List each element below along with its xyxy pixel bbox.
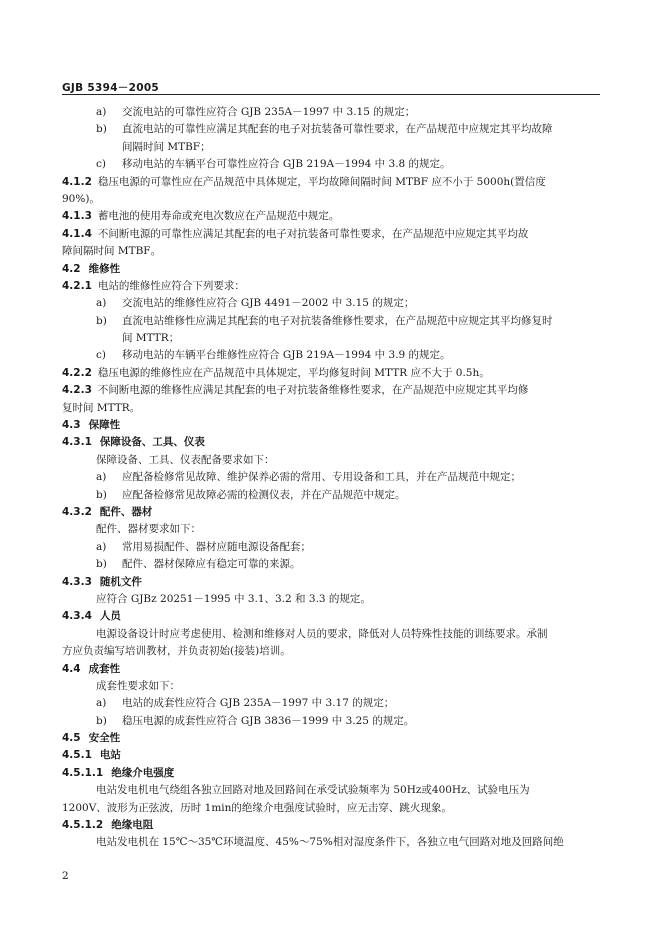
section-number: 4.5.1.1: [62, 766, 104, 779]
clause-number: 4.2.2: [62, 366, 92, 379]
section-number: 4.5.1: [62, 749, 92, 762]
list-item-label: c): [96, 158, 106, 171]
document-body: [62, 104, 600, 852]
clause: [62, 226, 600, 243]
section-title: 成套性: [88, 662, 121, 675]
list-item: [62, 539, 600, 556]
section-title: 保障设备、工具、仪表: [99, 436, 205, 449]
paragraph-line: 电站发电机电气绕组各独立回路对地及回路间在承受试验频率为 50Hz或400Hz、试验电压为: [96, 784, 530, 797]
section-title: 配件、器材: [99, 505, 153, 518]
section-heading: [62, 730, 600, 747]
section-heading: [62, 765, 600, 782]
clause: [62, 365, 600, 382]
list-item-text: 应配备检修常见故障、维护保养必需的常用、专用设备和工具，并在产品规范中规定；: [122, 471, 521, 484]
clause-text: 电站的维修性应符合下列要求：: [97, 279, 245, 292]
clause-number: 4.2.1: [62, 279, 92, 292]
list-item: [62, 295, 600, 312]
list-item-label: a): [96, 106, 107, 118]
clause-text: 稳压电源的维修性应在产品规范中具体规定，平均修复时间 MTTR 应不大于 0.5h。: [97, 366, 490, 379]
clause: [62, 278, 600, 295]
list-item-label: b): [96, 314, 107, 327]
paragraph-line: 方应负责编写培训教材，并负责初始(接装)培训。: [62, 645, 291, 658]
section-heading: [62, 261, 600, 278]
clause: [62, 174, 600, 191]
clause-text: 不间断电源的可靠性应满足其配套的电子对抗装备可靠性要求，在产品规范中应规定其平均故: [97, 227, 529, 240]
list-item-text: 移动电站的车辆平台可靠性应符合 GJB 219A－1994 中 3.8 的规定。: [122, 158, 451, 171]
list-item: [62, 313, 600, 330]
list-item-text: 常用易损配件、器材应随电源设备配套；: [122, 540, 311, 553]
section-number: 4.4: [62, 662, 81, 675]
paragraph-line: 复时间 MTTR。: [62, 401, 141, 414]
clause-number: 4.1.4: [62, 227, 92, 240]
list-item-label: a): [96, 471, 107, 484]
section-title: 保障性: [88, 419, 121, 432]
section-heading: [62, 574, 600, 591]
section-title: 人员: [99, 610, 121, 623]
clause: [62, 382, 600, 399]
clause: [62, 208, 600, 225]
section-number: 4.3: [62, 419, 81, 432]
clause-text: 稳压电源的可靠性应在产品规范中具体规定，平均故障间隔时间 MTBF 应不小于 5000h(置信度: [97, 175, 546, 188]
list-item-text: 稳压电源的成套性应符合 GJB 3836－1999 中 3.25 的规定。: [122, 714, 415, 727]
list-item-label: a): [96, 297, 107, 310]
list-item: [62, 121, 600, 138]
paragraph-line: 障间隔时间 MTBF。: [62, 245, 162, 258]
paragraph-line: 90%)。: [62, 192, 100, 205]
list-item-label: b): [96, 714, 107, 727]
section-heading: [62, 434, 600, 451]
section-title: 电站: [99, 749, 121, 762]
list-item-continuation: 间隔时间 MTBF；: [122, 140, 211, 153]
section-heading: [62, 608, 600, 625]
list-item-text: 配件、器材保障应有稳定可靠的来源。: [122, 558, 301, 571]
clause-text: 蓄电池的使用寿命或充电次数应在产品规范中规定。: [97, 210, 340, 223]
list-item-label: b): [96, 123, 107, 136]
section-number: 4.3.1: [62, 436, 92, 449]
list-item-text: 应配备检修常见故障必需的检测仪表，并在产品规范中规定。: [122, 488, 406, 501]
section-heading: [62, 417, 600, 434]
section-heading: [62, 817, 600, 834]
list-item-text: 交流电站的可靠性应符合 GJB 235A－1997 中 3.15 的规定；: [122, 106, 416, 118]
list-item-text: 电站的成套性应符合 GJB 235A－1997 中 3.17 的规定；: [122, 697, 395, 710]
paragraph-line: 保障设备、工具、仪表配备要求如下：: [96, 453, 275, 466]
clause-number: 4.1.3: [62, 210, 92, 223]
header-rule: [62, 94, 600, 95]
section-title: 安全性: [88, 732, 121, 745]
document-code-header: GJB 5394－2005: [62, 82, 160, 94]
list-item: [62, 556, 600, 573]
list-item: [62, 713, 600, 730]
list-item: [62, 104, 600, 121]
paragraph-line: 配件、器材要求如下：: [96, 523, 201, 536]
section-number: 4.5.1.2: [62, 819, 104, 832]
clause-text: 不间断电源的维修性应满足其配套的电子对抗装备维修性要求，在产品规范中应规定其平均修: [97, 384, 529, 397]
list-item: [62, 156, 600, 173]
section-title: 绝缘电阻: [111, 819, 154, 832]
list-item-label: a): [96, 540, 107, 553]
paragraph-line: 电站发电机在 15℃～35℃环境温度、45%～75%相对湿度条件下，各独立电气回路对地及回路间绝: [96, 836, 564, 849]
list-item-label: b): [96, 488, 107, 501]
section-title: 绝缘介电强度: [111, 766, 175, 779]
list-item-text: 直流电站的可靠性应满足其配套的电子对抗装备可靠性要求，在产品规范中应规定其平均故障: [122, 123, 553, 136]
clause-number: 4.1.2: [62, 175, 92, 188]
section-number: 4.2: [62, 262, 81, 275]
list-item-text: 交流电站的维修性应符合 GJB 4491－2002 中 3.15 的规定；: [122, 297, 415, 310]
list-item: [62, 695, 600, 712]
page-number: 2: [62, 870, 69, 882]
paragraph-line: 成套性要求如下：: [96, 679, 180, 692]
list-item-label: c): [96, 349, 106, 362]
section-title: 随机文件: [99, 575, 142, 588]
section-number: 4.3.4: [62, 610, 92, 623]
list-item-text: 移动电站的车辆平台维修性应符合 GJB 219A－1994 中 3.9 的规定。: [122, 349, 451, 362]
list-item-label: b): [96, 558, 107, 571]
section-heading: [62, 504, 600, 521]
clause-number: 4.2.3: [62, 384, 92, 397]
section-number: 4.5: [62, 732, 81, 745]
section-heading: [62, 747, 600, 764]
list-item-label: a): [96, 697, 107, 710]
section-title: 维修性: [88, 262, 121, 275]
list-item: [62, 469, 600, 486]
list-item-continuation: 间 MTTR；: [122, 332, 180, 345]
list-item: [62, 487, 600, 504]
section-number: 4.3.2: [62, 505, 92, 518]
paragraph-line: 应符合 GJBz 20251－1995 中 3.1、3.2 和 3.3 的规定。: [96, 592, 371, 605]
list-item-text: 直流电站维修性应满足其配套的电子对抗装备维修性要求，在产品规范中应规定其平均修复时: [122, 314, 553, 327]
section-heading: [62, 661, 600, 678]
paragraph-line: 电源设备设计时应考虑使用、检测和维修对人员的要求，降低对人员特殊性技能的训练要求。承制: [96, 627, 548, 640]
section-number: 4.3.3: [62, 575, 92, 588]
list-item: [62, 347, 600, 364]
paragraph-line: 1200V、波形为正弦波，历时 1min的绝缘介电强度试验时，应无击穿、跳火现象。: [62, 801, 452, 814]
